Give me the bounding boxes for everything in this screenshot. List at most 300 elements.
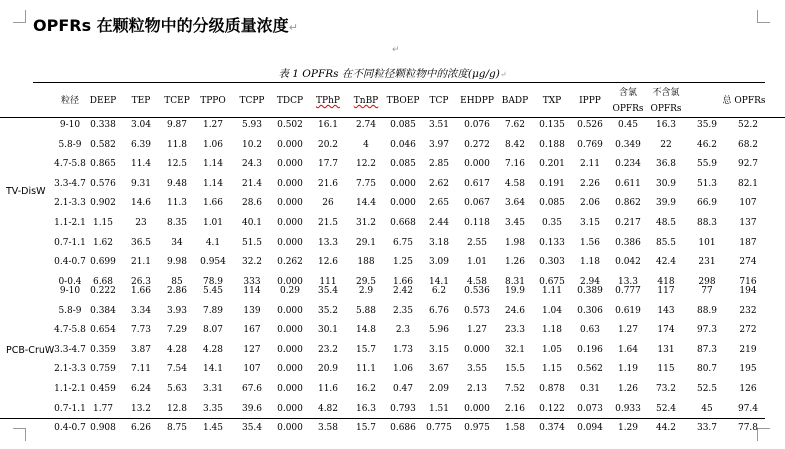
table-cell: 0.000 bbox=[390, 178, 416, 189]
table-cell: 3.34 bbox=[130, 305, 152, 316]
table-cell: 2.62 bbox=[428, 178, 450, 189]
column-header-nonchlor-top: 不含氯 bbox=[652, 88, 680, 98]
table-cell: 0.526 bbox=[577, 120, 603, 130]
table-cell: 272 bbox=[739, 325, 757, 336]
table-cell: 418 bbox=[657, 276, 675, 287]
table-cell: 0.042 bbox=[615, 257, 641, 268]
table-cell: 1.64 bbox=[617, 344, 639, 355]
column-header: EHDPP bbox=[460, 96, 494, 106]
table-cell: 137 bbox=[739, 218, 757, 228]
table-cell: 0.000 bbox=[277, 325, 303, 336]
column-header: TPPO bbox=[200, 96, 226, 106]
table-cell: 1.66 bbox=[392, 276, 414, 287]
table-cell: 0.384 bbox=[90, 305, 116, 316]
table-cell: 6.68 bbox=[92, 276, 114, 287]
table-cell: 3.97 bbox=[428, 139, 450, 150]
table-cell: 2.3 bbox=[395, 325, 411, 336]
table-cell: 0.000 bbox=[277, 364, 303, 375]
table-cell: 0.118 bbox=[464, 218, 490, 228]
table-cell: 4.82 bbox=[317, 403, 339, 414]
table-cell: 0.502 bbox=[277, 120, 303, 130]
table-cell: 0.349 bbox=[615, 139, 641, 150]
column-header: DEEP bbox=[89, 96, 117, 106]
table-cell: 35.4 bbox=[317, 286, 339, 296]
table-cell: 0.777 bbox=[615, 286, 641, 296]
table-cell: 23.3 bbox=[504, 325, 526, 336]
table-cell: 36.8 bbox=[655, 159, 677, 170]
table-cell: 0.902 bbox=[90, 198, 116, 209]
table-cell: 1.27 bbox=[466, 325, 488, 336]
table-cell: 0.908 bbox=[90, 423, 116, 434]
table-cell: 6.39 bbox=[130, 139, 152, 150]
table-cell: 0.686 bbox=[390, 423, 416, 434]
table-cell: 3.09 bbox=[428, 257, 450, 268]
table-cell: 0.000 bbox=[277, 423, 303, 434]
table-cell: 3.45 bbox=[504, 218, 526, 228]
table-cell: 0.000 bbox=[277, 218, 303, 228]
table-cell: 31.2 bbox=[355, 218, 377, 228]
table-cell: 0.234 bbox=[615, 159, 641, 170]
table-cell: 5.63 bbox=[166, 384, 188, 394]
table-cell: 4 bbox=[363, 139, 369, 150]
table-cell: 0.47 bbox=[392, 384, 414, 394]
table-cell: 0.865 bbox=[90, 159, 116, 170]
table-cell: 44.2 bbox=[655, 423, 677, 434]
table-cell: 17.7 bbox=[317, 159, 339, 170]
table-cell: 2.94 bbox=[579, 276, 601, 287]
table-cell: 3.87 bbox=[130, 344, 152, 355]
table-cell: 12.2 bbox=[355, 159, 377, 170]
column-header: IPPP bbox=[579, 96, 601, 106]
table-cell: 0.000 bbox=[464, 403, 490, 414]
table-cell: 1.18 bbox=[579, 257, 601, 268]
table-cell: 0.654 bbox=[90, 325, 116, 336]
table-cell: 3.18 bbox=[428, 237, 450, 248]
table-cell: 1.27 bbox=[202, 120, 224, 130]
table-cell: 0.073 bbox=[577, 403, 603, 414]
table-cell: 7.75 bbox=[355, 178, 377, 189]
table-cell: 97.4 bbox=[737, 403, 759, 414]
table-cell: 4.58 bbox=[504, 178, 526, 189]
table-cell: 1.56 bbox=[579, 237, 601, 248]
group-label-text: TV-DisW bbox=[6, 186, 46, 197]
table-cell: 42.4 bbox=[655, 257, 677, 268]
table-cell: 232 bbox=[739, 305, 757, 316]
table-cell: 51.3 bbox=[696, 178, 718, 189]
table-cell: 1.01 bbox=[466, 257, 488, 268]
table-cell: 0.389 bbox=[577, 286, 603, 296]
table-cell: 48.5 bbox=[655, 218, 677, 228]
table-cell: 0.338 bbox=[90, 120, 116, 130]
table-cell: 0.000 bbox=[464, 344, 490, 355]
paragraph-mark-icon: ↵ bbox=[392, 45, 400, 55]
paragraph-mark-icon: ↵ bbox=[499, 70, 507, 79]
table-cell: 21.6 bbox=[317, 178, 339, 189]
table-cell: 77.8 bbox=[737, 423, 759, 434]
table-cell: 0.386 bbox=[615, 237, 641, 248]
table-cell: 0.668 bbox=[390, 218, 416, 228]
table-cell: 2.42 bbox=[392, 286, 414, 296]
table-cell: 0.933 bbox=[615, 403, 641, 414]
table-cell: 88.3 bbox=[696, 218, 718, 228]
table-cell: 0.133 bbox=[539, 237, 565, 248]
table-cell: 3.58 bbox=[317, 423, 339, 434]
table-cell: 0.63 bbox=[579, 325, 601, 336]
table-cell: 0.306 bbox=[577, 305, 603, 316]
particle-size-cell: 4.7-5.8 bbox=[54, 325, 86, 336]
table-cell: 0.000 bbox=[277, 139, 303, 150]
paragraph-mark-icon: ↵ bbox=[288, 21, 298, 34]
table-cell: 67.6 bbox=[241, 384, 263, 394]
particle-size-cell: 9-10 bbox=[59, 286, 81, 296]
table-cell: 2.74 bbox=[355, 120, 377, 130]
table-cell: 0.562 bbox=[577, 364, 603, 375]
table-cell: 0.619 bbox=[615, 305, 641, 316]
particle-size-cell: 5.8-9 bbox=[58, 139, 82, 150]
table-cell: 32.1 bbox=[504, 344, 526, 355]
table-cell: 0.573 bbox=[464, 305, 490, 316]
column-header: 粒径 bbox=[60, 96, 79, 106]
table-cell: 188 bbox=[357, 257, 375, 268]
table-cell: 78.9 bbox=[202, 276, 224, 287]
table-cell: 7.62 bbox=[504, 120, 526, 130]
table-cell: 0.576 bbox=[90, 178, 116, 189]
table-cell: 2.09 bbox=[428, 384, 450, 394]
column-header-nonchlor-bottom: OPFRs bbox=[650, 104, 682, 114]
table-cell: 66.9 bbox=[696, 198, 718, 209]
table-cell: 1.25 bbox=[392, 257, 414, 268]
table-cell: 1.06 bbox=[202, 139, 224, 150]
table-cell: 2.85 bbox=[428, 159, 450, 170]
table-cell: 15.5 bbox=[504, 364, 526, 375]
table-cell: 24.3 bbox=[241, 159, 263, 170]
table-cell: 0.000 bbox=[390, 198, 416, 209]
table-cell: 0.135 bbox=[539, 120, 565, 130]
table-cell: 2.13 bbox=[466, 384, 488, 394]
table-cell: 3.64 bbox=[504, 198, 526, 209]
table-cell: 11.6 bbox=[317, 384, 339, 394]
table-cell: 0.222 bbox=[90, 286, 116, 296]
table-cell: 0.000 bbox=[277, 159, 303, 170]
table-cell: 20.9 bbox=[317, 364, 339, 375]
table-cell: 0.272 bbox=[464, 139, 490, 150]
table-cell: 1.62 bbox=[92, 237, 114, 248]
table-cell: 0.954 bbox=[200, 257, 226, 268]
table-cell: 13.3 bbox=[317, 237, 339, 248]
table-cell: 0.000 bbox=[277, 403, 303, 414]
particle-size-cell: 0-0.4 bbox=[58, 276, 82, 287]
table-cell: 0.000 bbox=[277, 237, 303, 248]
table-cell: 1.26 bbox=[504, 257, 526, 268]
table-cell: 1.66 bbox=[130, 286, 152, 296]
table-cell: 11.1 bbox=[355, 364, 377, 375]
table-cell: 21.5 bbox=[317, 218, 339, 228]
table-cell: 3.04 bbox=[130, 120, 152, 130]
table-cell: 5.96 bbox=[428, 325, 450, 336]
table-cell: 127 bbox=[243, 344, 261, 355]
table-cell: 10.2 bbox=[241, 139, 263, 150]
table-cell: 85 bbox=[171, 276, 183, 287]
particle-size-cell: 3.3-4.7 bbox=[54, 178, 86, 189]
particle-size-cell: 0.4-0.7 bbox=[54, 423, 86, 434]
table-cell: 85.5 bbox=[655, 237, 677, 248]
table-cell: 73.2 bbox=[655, 384, 677, 394]
table-cell: 0.000 bbox=[277, 198, 303, 209]
table-cell: 0.617 bbox=[464, 178, 490, 189]
table-cell: 0.000 bbox=[277, 305, 303, 316]
table-cell: 55.9 bbox=[696, 159, 718, 170]
table-cell: 716 bbox=[739, 276, 757, 287]
table-cell: 16.1 bbox=[317, 120, 339, 130]
table-cell: 35.2 bbox=[317, 305, 339, 316]
table-cell: 39.9 bbox=[655, 198, 677, 209]
table-cell: 1.66 bbox=[202, 198, 224, 209]
table-cell: 92.7 bbox=[737, 159, 759, 170]
table-cell: 0.191 bbox=[539, 178, 565, 189]
table-cell: 11.8 bbox=[166, 139, 188, 150]
table-cell: 8.42 bbox=[504, 139, 526, 150]
table-cell: 2.06 bbox=[579, 198, 601, 209]
table-cell: 36.5 bbox=[130, 237, 152, 248]
table-cell: 2.44 bbox=[428, 218, 450, 228]
particle-size-cell: 4.7-5.8 bbox=[54, 159, 86, 170]
table-cell: 4.28 bbox=[202, 344, 224, 355]
table-cell: 3.67 bbox=[428, 364, 450, 375]
table-cell: 35.4 bbox=[241, 423, 263, 434]
table-cell: 2.11 bbox=[579, 159, 601, 170]
table-cell: 21.4 bbox=[241, 178, 263, 189]
table-cell: 8.07 bbox=[202, 325, 224, 336]
table-cell: 33.7 bbox=[696, 423, 718, 434]
column-header: TPhP bbox=[316, 96, 340, 106]
table-cell: 1.51 bbox=[428, 403, 450, 414]
column-header: TCP bbox=[429, 96, 449, 106]
particle-size-cell: 0.7-1.1 bbox=[54, 237, 86, 248]
table-cell: 0.085 bbox=[390, 159, 416, 170]
table-cell: 101 bbox=[698, 237, 716, 248]
table-cell: 1.06 bbox=[392, 364, 414, 375]
table-cell: 2.65 bbox=[428, 198, 450, 209]
table-cell: 30.9 bbox=[655, 178, 677, 189]
table-cell: 23 bbox=[135, 218, 147, 228]
table-cell: 3.55 bbox=[466, 364, 488, 375]
table-cell: 0.536 bbox=[464, 286, 490, 296]
table-cell: 0.067 bbox=[464, 198, 490, 209]
particle-size-cell: 2.1-3.3 bbox=[54, 364, 86, 375]
table-cell: 52.4 bbox=[655, 403, 677, 414]
table-cell: 0.094 bbox=[577, 423, 603, 434]
table-bottom-rule bbox=[0, 418, 765, 419]
table-cell: 6.2 bbox=[431, 286, 447, 296]
table-cell: 107 bbox=[739, 198, 757, 209]
table-cell: 0.582 bbox=[90, 139, 116, 150]
column-header: TDCP bbox=[276, 96, 304, 106]
table-cell: 219 bbox=[739, 344, 757, 355]
table-cell: 6.76 bbox=[428, 305, 450, 316]
table-cell: 15.7 bbox=[355, 344, 377, 355]
group-label bbox=[6, 186, 45, 197]
table-cell: 26 bbox=[322, 198, 334, 209]
table-cell: 0.201 bbox=[539, 159, 565, 170]
table-cell: 9.98 bbox=[166, 257, 188, 268]
table-cell: 0.000 bbox=[277, 344, 303, 355]
table-cell: 0.675 bbox=[539, 276, 565, 287]
table-cell: 7.73 bbox=[130, 325, 152, 336]
table-cell: 2.16 bbox=[504, 403, 526, 414]
table-cell: 1.73 bbox=[392, 344, 414, 355]
table-cell: 7.29 bbox=[166, 325, 188, 336]
table-cell: 274 bbox=[739, 257, 757, 268]
table-cell: 13.2 bbox=[130, 403, 152, 414]
table-cell: 0.699 bbox=[90, 257, 116, 268]
table-cell: 0.35 bbox=[541, 218, 563, 228]
table-cell: 0.076 bbox=[464, 120, 490, 130]
particle-size-cell: 1.1-2.1 bbox=[54, 384, 86, 394]
table-cell: 3.15 bbox=[579, 218, 601, 228]
table-cell: 4.58 bbox=[466, 276, 488, 287]
table-cell: 126 bbox=[739, 384, 757, 394]
table-cell: 2.9 bbox=[358, 286, 374, 296]
table-cell: 0.611 bbox=[615, 178, 641, 189]
table-cell: 231 bbox=[698, 257, 716, 268]
table-cell: 117 bbox=[657, 286, 675, 296]
table-cell: 0.775 bbox=[426, 423, 452, 434]
table-cell: 82.1 bbox=[737, 178, 759, 189]
table-cell: 3.35 bbox=[202, 403, 224, 414]
table-cell: 2.26 bbox=[579, 178, 601, 189]
column-header: BADP bbox=[501, 96, 529, 106]
table-cell: 0.122 bbox=[539, 403, 565, 414]
table-cell: 0.000 bbox=[277, 178, 303, 189]
table-cell: 0.793 bbox=[390, 403, 416, 414]
table-cell: 28.6 bbox=[241, 198, 263, 209]
table-cell: 80.7 bbox=[696, 364, 718, 375]
table-cell: 1.29 bbox=[617, 423, 639, 434]
table-cell: 1.14 bbox=[202, 159, 224, 170]
table-cell: 5.45 bbox=[202, 286, 224, 296]
table-cell: 333 bbox=[243, 276, 261, 287]
table-cell: 8.35 bbox=[166, 218, 188, 228]
table-cell: 0.085 bbox=[539, 198, 565, 209]
table-cell: 2.35 bbox=[392, 305, 414, 316]
table-cell: 1.77 bbox=[92, 403, 114, 414]
table-cell: 29.5 bbox=[355, 276, 377, 287]
table-cell: 9.31 bbox=[130, 178, 152, 189]
table-cell: 97.3 bbox=[696, 325, 718, 336]
table-cell: 52.2 bbox=[737, 120, 759, 130]
heading-text: OPFRs 在颗粒物中的分级质量浓度 bbox=[33, 16, 289, 35]
table-cell: 12.8 bbox=[166, 403, 188, 414]
table-cell: 0.303 bbox=[539, 257, 565, 268]
particle-size-cell: 3.3-4.7 bbox=[54, 344, 86, 355]
table-cell: 143 bbox=[657, 305, 675, 316]
table-cell: 9.48 bbox=[166, 178, 188, 189]
table-cell: 15.7 bbox=[355, 423, 377, 434]
particle-size-cell: 0.4-0.7 bbox=[54, 257, 86, 268]
column-header: TXP bbox=[542, 96, 562, 106]
table-cell: 298 bbox=[698, 276, 716, 287]
column-header: TCPP bbox=[239, 96, 265, 106]
table-cell: 12.6 bbox=[317, 257, 339, 268]
table-cell: 24.6 bbox=[504, 305, 526, 316]
table-cell: 115 bbox=[657, 364, 675, 375]
particle-size-cell: 0.7-1.1 bbox=[54, 403, 86, 414]
table-cell: 26.3 bbox=[130, 276, 152, 287]
table-cell: 46.2 bbox=[696, 139, 718, 150]
table-cell: 5.88 bbox=[355, 305, 377, 316]
column-header: TnBP bbox=[353, 96, 379, 106]
table-cell: 0.262 bbox=[277, 257, 303, 268]
table-cell: 7.11 bbox=[130, 364, 152, 375]
column-header: TCEP bbox=[164, 96, 190, 106]
table-cell: 1.05 bbox=[541, 344, 563, 355]
table-cell: 0.769 bbox=[577, 139, 603, 150]
table-cell: 1.15 bbox=[92, 218, 114, 228]
table-cell: 194 bbox=[739, 286, 757, 296]
table-cell: 52.5 bbox=[696, 384, 718, 394]
table-cell: 14.1 bbox=[202, 364, 224, 375]
group-label-text: PCB-CruW bbox=[6, 345, 55, 356]
table-cell: 7.52 bbox=[504, 384, 526, 394]
table-cell: 11.3 bbox=[166, 198, 188, 209]
table-cell: 21.1 bbox=[130, 257, 152, 268]
table-cell: 1.01 bbox=[202, 218, 224, 228]
table-cell: 40.1 bbox=[241, 218, 263, 228]
column-header-chlor-bottom: OPFRs bbox=[612, 104, 644, 114]
table-cell: 1.98 bbox=[504, 237, 526, 248]
table-cell: 14.1 bbox=[428, 276, 450, 287]
table-cell: 13.3 bbox=[617, 276, 639, 287]
table-cell: 187 bbox=[739, 237, 757, 248]
table-cell: 0.196 bbox=[577, 344, 603, 355]
table-cell: 11.4 bbox=[130, 159, 152, 170]
table-cell: 2.55 bbox=[466, 237, 488, 248]
table-cell: 6.75 bbox=[392, 237, 414, 248]
particle-size-cell: 9-10 bbox=[59, 120, 81, 130]
table-cell: 0.359 bbox=[90, 344, 116, 355]
table-cell: 111 bbox=[319, 276, 337, 287]
table-cell: 0.217 bbox=[615, 218, 641, 228]
table-cell: 22 bbox=[660, 139, 672, 150]
table-cell: 0.862 bbox=[615, 198, 641, 209]
table-header-rule bbox=[0, 117, 785, 118]
particle-size-cell: 2.1-3.3 bbox=[54, 198, 86, 209]
caption-text: 表 1 OPFRs 在不同粒径颗粒物中的浓度(μg/g) bbox=[278, 68, 500, 80]
table-cell: 167 bbox=[243, 325, 261, 336]
table-cell: 14.4 bbox=[355, 198, 377, 209]
table-cell: 1.14 bbox=[202, 178, 224, 189]
table-cell: 114 bbox=[243, 286, 261, 296]
table-cell: 1.19 bbox=[617, 364, 639, 375]
table-cell: 88.9 bbox=[696, 305, 718, 316]
table-cell: 20.2 bbox=[317, 139, 339, 150]
table-cell: 7.89 bbox=[202, 305, 224, 316]
table-cell: 0.188 bbox=[539, 139, 565, 150]
table-cell: 1.26 bbox=[617, 384, 639, 394]
table-cell: 0.878 bbox=[539, 384, 565, 394]
table-cell: 23.2 bbox=[317, 344, 339, 355]
table-cell: 5.93 bbox=[241, 120, 263, 130]
table-cell: 6.24 bbox=[130, 384, 152, 394]
table-cell: 34 bbox=[171, 237, 183, 248]
table-cell: 16.3 bbox=[355, 403, 377, 414]
column-header: TEP bbox=[131, 96, 151, 106]
table-cell: 16.3 bbox=[655, 120, 677, 130]
table-cell: 0.046 bbox=[390, 139, 416, 150]
table-cell: 8.31 bbox=[504, 276, 526, 287]
table-cell: 87.3 bbox=[696, 344, 718, 355]
table-cell: 7.16 bbox=[504, 159, 526, 170]
